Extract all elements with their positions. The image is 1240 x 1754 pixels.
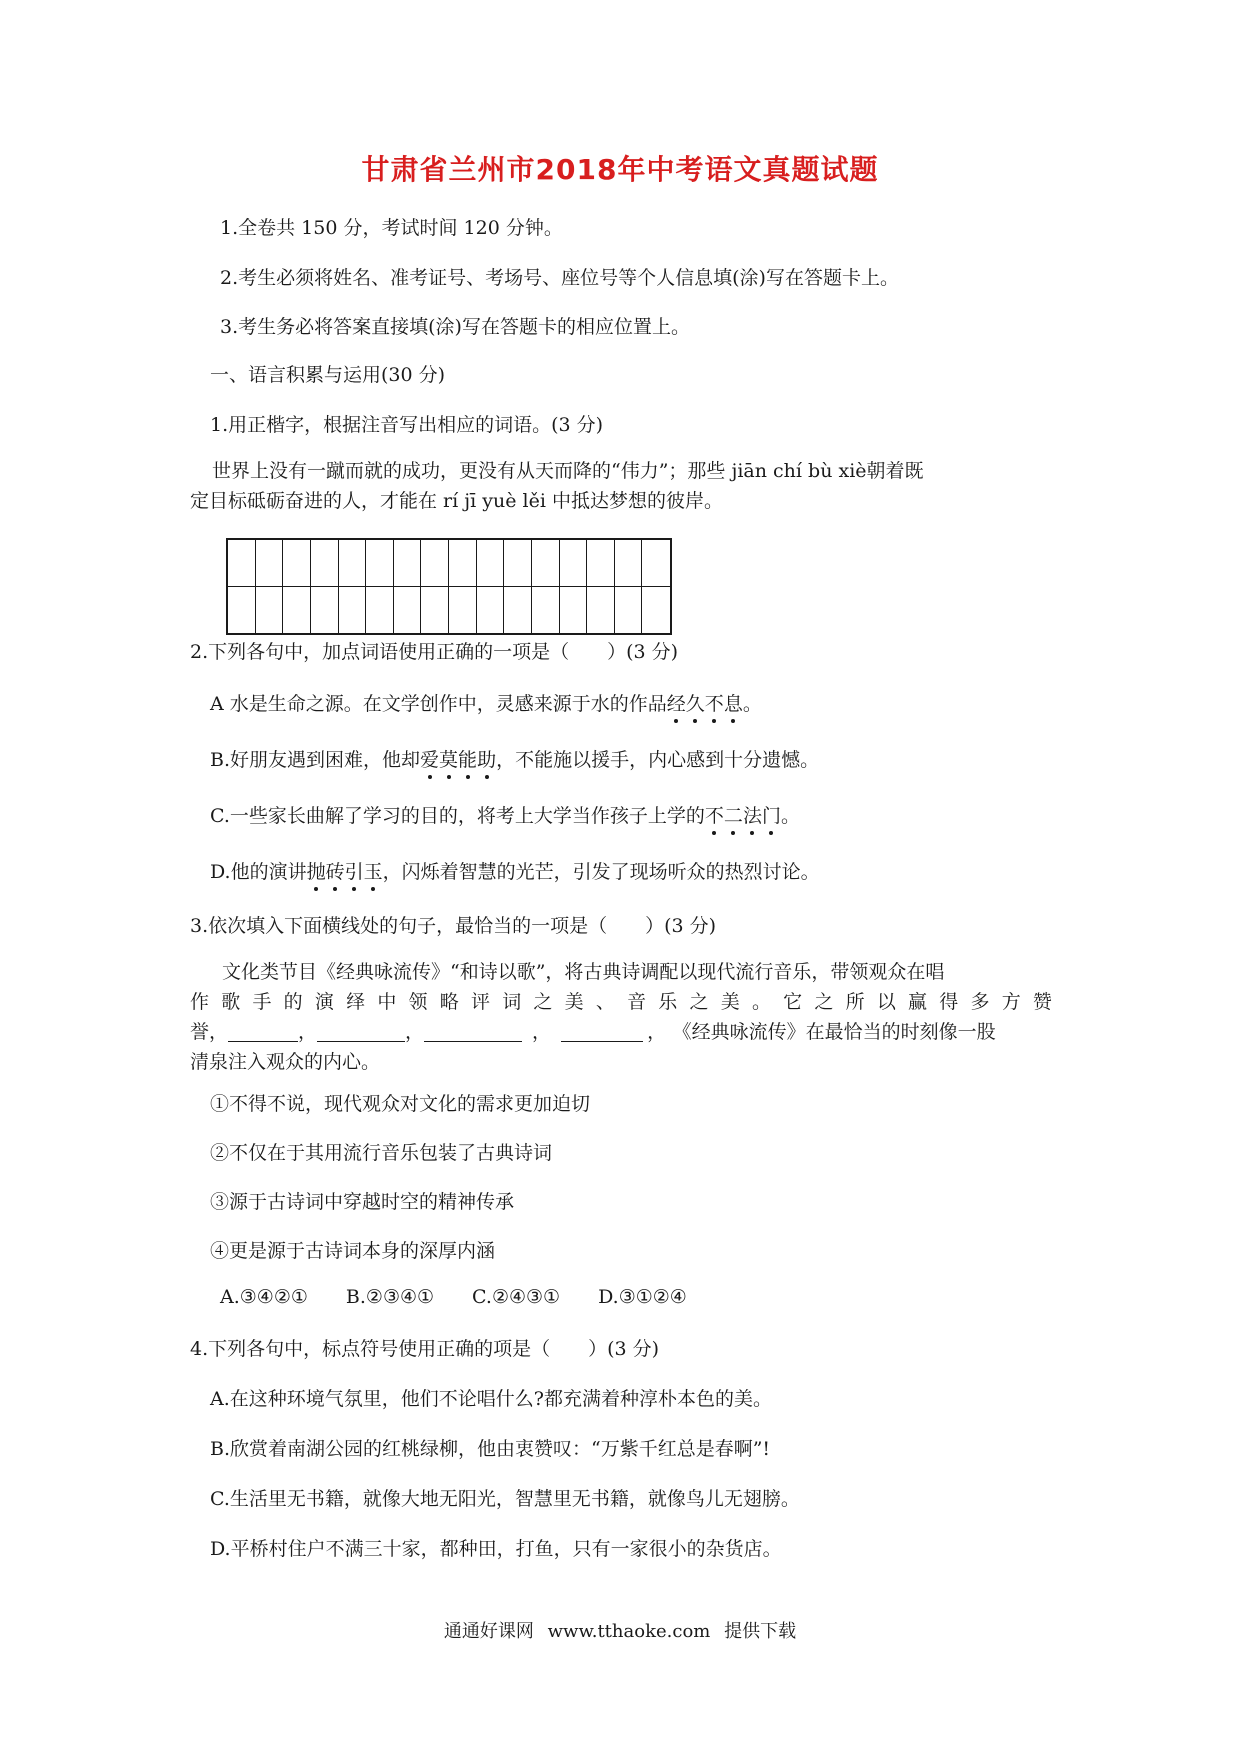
passage-char: 评 [470, 991, 490, 1013]
q2-c-text: C.一些家长曲解了学习的目的，将考上大学当作孩子上学的 [210, 805, 705, 827]
emphasis-char: 砖 [326, 857, 345, 884]
passage-char: 。 [751, 991, 771, 1013]
passage-char: 之 [689, 991, 709, 1013]
q3-option-c: C.②④③① [472, 1286, 561, 1308]
q2-b-text: B.好朋友遇到困难，他却 [210, 749, 421, 771]
q2-c-marked [705, 805, 781, 827]
q2-d-end: ，闪烁着智慧的光芒，引发了现场听众的热烈讨论。 [382, 861, 820, 883]
q2-a-text: A 水是生命之源。在文学创作中，灵感来源于水的作品 [210, 693, 667, 715]
passage-char: 它 [783, 991, 803, 1013]
q3-item-2: ②不仅在于其用流行音乐包装了古典诗词 [210, 1142, 553, 1164]
passage-char: 赢 [908, 991, 928, 1013]
emphasis-char: 抛 [307, 857, 326, 884]
q1-passage [190, 456, 1052, 516]
passage-char: 所 [845, 991, 865, 1013]
passage-char: 的 [283, 991, 303, 1013]
q4-stem: 4.下列各句中，标点符号使用正确的项是（ ）(3 分) [190, 1338, 660, 1360]
passage-char: 赞 [1032, 991, 1052, 1013]
emphasis-char: 助 [477, 745, 496, 772]
emphasis-char: 不 [705, 689, 724, 716]
passage-char: 中 [377, 991, 397, 1013]
passage-char: 乐 [658, 991, 678, 1013]
passage-char: 方 [1001, 991, 1021, 1013]
q2-c-end: 。 [780, 805, 800, 827]
emphasis-char: 爱 [420, 745, 439, 772]
passage-char: 略 [439, 991, 459, 1013]
passage-char: 美 [564, 991, 584, 1013]
q2-d-text: D.他的演讲 [210, 861, 307, 883]
q4-option-a: A.在这种环境气氛里，他们不论唱什么?都充满着种淳朴本色的美。 [210, 1388, 772, 1410]
fill-blank-2[interactable] [317, 1019, 405, 1042]
fill-blank-1[interactable] [228, 1019, 298, 1042]
q3-option-a: A.③④②① [220, 1286, 308, 1308]
q3-line3-end: 《经典咏流传》在最恰当的时刻像一股 [682, 1021, 996, 1043]
note-1: 1.全卷共 150 分，考试时间 120 分钟。 [220, 217, 563, 239]
emphasis-char: 法 [743, 801, 762, 828]
footer-download-text: 提供下载 [724, 1621, 797, 1642]
q1-passage-line-2: 定目标砥砺奋进的人，才能在 rí jī yuè lěi 中抵达梦想的彼岸。 [190, 490, 723, 512]
q3-passage-line-2 [190, 987, 1052, 1017]
q2-option-b [210, 745, 819, 772]
q3-item-1: ①不得不说，现代观众对文化的需求更加迫切 [210, 1093, 591, 1115]
emphasis-char: 不 [705, 801, 724, 828]
q3-comma-1: ， [298, 1021, 318, 1043]
fill-blank-4[interactable] [561, 1019, 643, 1042]
passage-char: 之 [533, 991, 553, 1013]
passage-char: 美 [720, 991, 740, 1013]
q2-option-c [210, 801, 800, 828]
q4-option-c: C.生活里无书籍，就像大地无阳光，智慧里无书籍，就像鸟儿无翅膀。 [210, 1488, 800, 1510]
q3-option-d: D.③①②④ [598, 1286, 687, 1308]
q2-stem: 2.下列各句中，加点词语使用正确的一项是（ ）(3 分) [190, 641, 679, 663]
q3-passage [190, 957, 1052, 1077]
q2-option-d [210, 857, 820, 884]
emphasis-char: 能 [458, 745, 477, 772]
passage-char: 作 [190, 991, 210, 1013]
q3-passage-line-4: 清泉注入观众的内心。 [190, 1051, 381, 1073]
page-title: 甘肃省兰州市2018年中考语文真题试题 [361, 153, 879, 186]
q3-comma-3: ， [532, 1021, 552, 1043]
answer-grid[interactable] [226, 538, 672, 635]
passage-char: 得 [939, 991, 959, 1013]
emphasis-char: 经 [667, 689, 686, 716]
q3-passage-line-1: 文化类节目《经典咏流传》“和诗以歌”，将古典诗调配以现代流行音乐，带领观众在唱 [222, 961, 945, 983]
section-heading: 一、语言积累与运用(30 分) [210, 364, 446, 386]
q3-comma-2: ， [405, 1021, 425, 1043]
note-3: 3.考生务必将答案直接填(涂)写在答题卡的相应位置上。 [220, 316, 690, 338]
footer-url[interactable]: www.tthaoke.com [547, 1621, 711, 1642]
note-2: 2.考生必须将姓名、准考证号、考场号、座位号等个人信息填(涂)写在答题卡上。 [220, 267, 899, 289]
passage-char: 多 [970, 991, 990, 1013]
q2-a-end: 。 [742, 693, 762, 715]
q3-item-4: ④更是源于古诗词本身的深厚内涵 [210, 1240, 496, 1262]
passage-char: 之 [814, 991, 834, 1013]
q3-passage-line-3 [190, 1017, 1052, 1047]
passage-char: 以 [876, 991, 896, 1013]
passage-char: 、 [595, 991, 615, 1013]
emphasis-char: 玉 [364, 857, 383, 884]
q4-option-b: B.欣赏着南湖公园的红桃绿柳，他由衷赞叹：“万紫千红总是春啊”! [210, 1438, 771, 1460]
passage-char: 演 [314, 991, 334, 1013]
emphasis-char: 久 [686, 689, 705, 716]
passage-char: 音 [627, 991, 647, 1013]
q2-a-marked [667, 693, 743, 715]
passage-char: 词 [502, 991, 522, 1013]
passage-char: 绎 [346, 991, 366, 1013]
q1-passage-line-1: 世界上没有一蹴而就的成功，更没有从天而降的“伟力”；那些 jiān chí bù xiè朝着既 [212, 460, 924, 482]
q3-line3-start: 誉， [190, 1021, 229, 1043]
q3-stem: 3.依次填入下面横线处的句子，最恰当的一项是（ ）(3 分) [190, 915, 717, 937]
q3-option-b: B.②③④① [345, 1286, 435, 1308]
q3-comma-4: ， [647, 1021, 667, 1043]
footer-site-name: 通通好课网 [443, 1621, 534, 1642]
q3-item-3: ③源于古诗词中穿越时空的精神传承 [210, 1191, 515, 1213]
q2-d-marked [307, 861, 383, 883]
emphasis-char: 门 [762, 801, 781, 828]
emphasis-char: 引 [345, 857, 364, 884]
q2-option-a [210, 689, 762, 716]
q2-b-marked [420, 749, 496, 771]
q1-stem: 1.用正楷字，根据注音写出相应的词语。(3 分) [210, 414, 604, 436]
fill-blank-3[interactable] [424, 1019, 522, 1042]
q3-options [220, 1286, 687, 1308]
emphasis-char: 莫 [439, 745, 458, 772]
emphasis-char: 息 [724, 689, 743, 716]
passage-char: 歌 [221, 991, 241, 1013]
footer [0, 1617, 1240, 1643]
q4-option-d: D.平桥村住户不满三十家，都种田，打鱼，只有一家很小的杂货店。 [210, 1538, 782, 1560]
emphasis-char: 二 [724, 801, 743, 828]
passage-char: 领 [408, 991, 428, 1013]
q2-b-end: ，不能施以援手，内心感到十分遗憾。 [496, 749, 820, 771]
passage-char: 手 [252, 991, 272, 1013]
